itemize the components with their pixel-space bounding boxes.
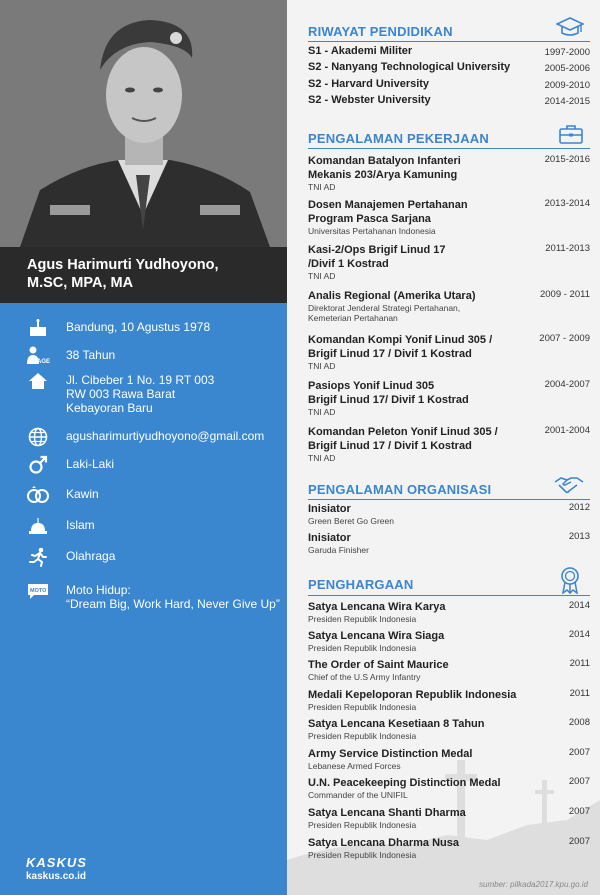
education-title: RIWAYAT PENDIDIKAN (308, 24, 453, 39)
org-role: Inisiator (308, 532, 351, 544)
info-hobby (26, 546, 115, 568)
kaskus-logo[interactable] (26, 855, 87, 882)
address-text (66, 370, 214, 415)
education-year: 2014-2015 (544, 96, 590, 107)
org-divider (308, 499, 590, 500)
address-line-3: Kebayoran Baru (66, 401, 153, 415)
age-text: 38 Tahun (66, 348, 116, 362)
age-icon (26, 345, 50, 367)
work-role-line-2: Brigif Linud 17 / Divif 1 Kostrad (308, 348, 472, 360)
work-year: 2001-2004 (544, 425, 590, 436)
award-item (308, 747, 590, 771)
motto-icon-text: MOTO (30, 588, 47, 594)
rings-icon (26, 484, 50, 506)
education-item (308, 45, 590, 57)
motto-icon (26, 580, 50, 602)
work-title: PENGALAMAN PEKERJAAN (308, 131, 489, 146)
hobby-text: Olahraga (66, 549, 116, 563)
address-line-1: Jl. Cibeber 1 No. 19 RT 003 (66, 373, 215, 387)
award-name: Satya Lencana Wira Karya (308, 601, 446, 613)
award-giver: Commander of the UNIFIL (308, 790, 408, 800)
award-year: 2007 (568, 806, 590, 817)
award-giver: Presiden Republik Indonesia (308, 643, 417, 653)
gender-text: Laki-Laki (66, 457, 115, 471)
award-year: 2007 (568, 776, 590, 787)
award-name: Satya Lencana Wira Siaga (308, 630, 445, 642)
work-role-line-1: Komandan Kompi Yonif Linud 305 / (308, 334, 493, 346)
org-title: PENGALAMAN ORGANISASI (308, 482, 492, 497)
award-year: 2014 (568, 600, 590, 611)
profile-photo (0, 0, 287, 247)
award-item (308, 688, 590, 712)
award-giver: Lebanese Armed Forces (308, 761, 401, 771)
work-role-line-1: Kasi-2/Ops Brigif Linud 17 (308, 244, 446, 256)
info-address (26, 370, 214, 415)
work-item (308, 333, 590, 371)
award-giver: Presiden Republik Indonesia (308, 702, 417, 712)
award-name: Satya Lencana Shanti Dharma (308, 807, 466, 819)
award-year: 2014 (568, 629, 590, 640)
work-role-line-2: Brigif Linud 17/ Divif 1 Kostrad (308, 394, 469, 406)
education-label: S1 - Akademi Militer (308, 45, 413, 57)
info-birth (26, 317, 210, 339)
portrait-illustration (0, 0, 287, 247)
org-name: Green Beret Go Green (308, 516, 394, 526)
education-year: 2009-2010 (544, 80, 590, 91)
info-gender (26, 454, 114, 476)
work-item (308, 154, 590, 192)
work-org: TNI AD (308, 453, 336, 463)
award-name: Medali Kepeloporan Republik Indonesia (308, 689, 517, 701)
award-giver: Chief of the U.S Army Infantry (308, 672, 421, 682)
education-year: 1997-2000 (544, 47, 590, 58)
info-age (26, 345, 115, 367)
work-org-line-2: Kemeterian Pertahanan (308, 313, 398, 323)
work-role-line-1: Pasiops Yonif Linud 305 (308, 380, 435, 392)
info-religion (26, 515, 95, 537)
education-label: S2 - Webster University (308, 94, 431, 106)
award-year: 2007 (568, 747, 590, 758)
award-name: Satya Lencana Kesetiaan 8 Tahun (308, 718, 485, 730)
org-name: Garuda Finisher (308, 545, 369, 555)
info-email (26, 426, 264, 448)
male-icon (26, 454, 50, 476)
org-item (308, 502, 590, 526)
award-giver: Presiden Republik Indonesia (308, 850, 417, 860)
work-role-line-2: Mekanis 203/Arya Kamuning (308, 169, 458, 181)
work-year: 2013-2014 (544, 198, 590, 209)
education-label: S2 - Harvard University (308, 78, 430, 90)
info-motto (26, 580, 280, 611)
email-text[interactable]: agusharimurtiyudhoyono@gmail.com (66, 429, 265, 443)
address-line-2: RW 003 Rawa Barat (66, 387, 176, 401)
work-item (308, 243, 590, 281)
home-icon (26, 370, 50, 392)
birth-text: Bandung, 10 Agustus 1978 (66, 320, 211, 334)
info-marital (26, 484, 99, 506)
resume-panel (287, 0, 600, 895)
award-year: 2011 (569, 688, 590, 699)
org-year: 2012 (568, 502, 590, 513)
work-year: 2015-2016 (544, 154, 590, 165)
award-name: The Order of Saint Maurice (308, 659, 449, 671)
marital-text: Kawin (66, 487, 99, 501)
work-org: TNI AD (308, 271, 336, 281)
award-year: 2011 (569, 658, 590, 669)
work-year: 2004-2007 (544, 379, 590, 390)
award-item (308, 600, 590, 624)
awards-title: PENGHARGAAN (308, 577, 414, 592)
work-role-line-2: /Divif 1 Kostrad (308, 258, 389, 270)
work-year: 2007 - 2009 (539, 333, 590, 344)
name-line-1: Agus Harimurti Yudhoyono, (27, 257, 219, 273)
graduation-cap-icon (556, 16, 584, 43)
award-item (308, 836, 590, 860)
work-org: TNI AD (308, 407, 336, 417)
award-name: Satya Lencana Dharma Nusa (308, 837, 460, 849)
briefcase-icon (558, 123, 584, 150)
org-year: 2013 (568, 531, 590, 542)
source-credit: sumber: pilkada2017.kpu.go.id (479, 880, 588, 889)
education-divider (308, 41, 590, 42)
motto-quote: “Dream Big, Work Hard, Never Give Up” (66, 597, 280, 611)
award-item (308, 658, 590, 682)
education-item (308, 94, 590, 106)
education-item (308, 78, 590, 90)
logo-url: kaskus.co.id (26, 871, 87, 882)
award-item (308, 629, 590, 653)
name-line-2: M.SC, MPA, MA (27, 275, 134, 291)
org-item (308, 531, 590, 555)
handshake-icon (554, 474, 584, 501)
cake-icon (26, 317, 50, 339)
awards-divider (308, 595, 590, 596)
profile-panel (0, 0, 287, 895)
work-role-line-1: Dosen Manajemen Pertahanan (308, 199, 468, 211)
motto-text (66, 580, 280, 611)
education-label: S2 - Nanyang Technological University (308, 61, 511, 73)
work-role-line-1: Komandan Peleton Yonif Linud 305 / (308, 426, 498, 438)
work-role-line-1: Komandan Batalyon Infanteri (308, 155, 461, 167)
work-org: Direktorat Jenderal Strategi Pertahanan, (308, 303, 461, 313)
award-item (308, 776, 590, 800)
logo-brand: KASKUS (26, 855, 87, 870)
globe-icon (26, 426, 50, 448)
org-role: Inisiator (308, 503, 351, 515)
award-year: 2007 (568, 836, 590, 847)
work-year: 2009 - 2011 (539, 289, 590, 300)
work-year: 2011-2013 (545, 243, 590, 254)
work-role-line-2: Program Pasca Sarjana (308, 213, 431, 225)
age-icon-text: AGE (37, 359, 50, 365)
runner-icon (26, 546, 50, 568)
work-role-line-1: Analis Regional (Amerika Utara) (308, 290, 476, 302)
work-org: TNI AD (308, 361, 336, 371)
work-divider (308, 148, 590, 149)
work-role-line-2: Brigif Linud 17 / Divif 1 Kostrad (308, 440, 472, 452)
education-year: 2005-2006 (544, 63, 590, 74)
award-item (308, 806, 590, 830)
award-name: U.N. Peacekeeping Distinction Medal (308, 777, 501, 789)
award-name: Army Service Distinction Medal (308, 748, 473, 760)
education-item (308, 61, 590, 73)
work-item (308, 379, 590, 417)
motto-label: Moto Hidup: (66, 583, 131, 597)
name-box (0, 247, 287, 303)
religion-text: Islam (66, 518, 95, 532)
mosque-icon (26, 515, 50, 537)
work-item (308, 425, 590, 463)
work-org: Universitas Pertahanan Indonesia (308, 226, 436, 236)
work-item (308, 289, 590, 323)
work-org: TNI AD (308, 182, 336, 192)
award-giver: Presiden Republik Indonesia (308, 731, 417, 741)
award-year: 2008 (568, 717, 590, 728)
work-item (308, 198, 590, 236)
award-item (308, 717, 590, 741)
award-giver: Presiden Republik Indonesia (308, 820, 417, 830)
award-giver: Presiden Republik Indonesia (308, 614, 417, 624)
